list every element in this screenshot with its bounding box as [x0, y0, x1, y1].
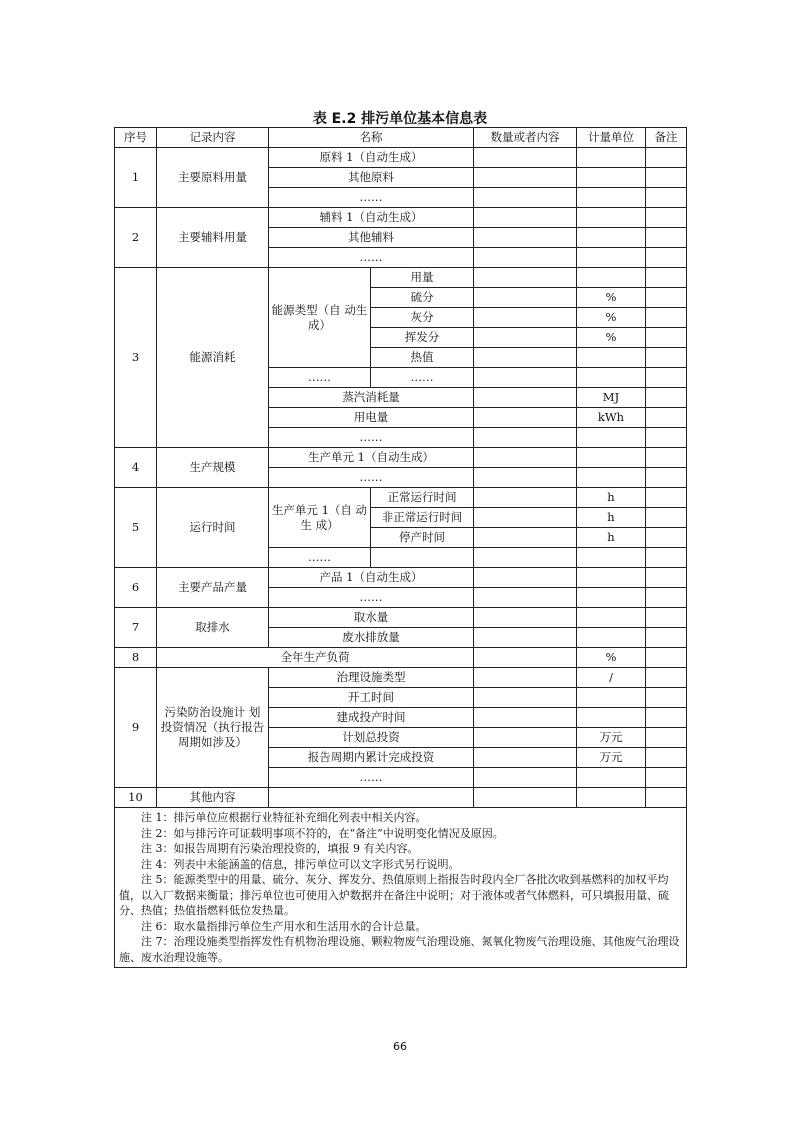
quantity-cell [474, 588, 577, 608]
quantity-cell [474, 728, 577, 748]
remark-cell [646, 588, 687, 608]
remark-cell [646, 608, 687, 628]
item-name: 取水量 [269, 608, 474, 628]
unit-cell [577, 248, 646, 268]
item-name: 产品 1（自动生成） [269, 568, 474, 588]
table-title: 表 E.2 排污单位基本信息表 [312, 111, 488, 127]
remark-cell [646, 428, 687, 448]
unit-cell [577, 788, 646, 808]
item-name: 停产时间 [371, 528, 474, 548]
note-5: 注 5：能源类型中的用量、硫分、灰分、挥发分、热值原则上指报告时段内全厂各批次收到基燃料的加权平均值，以入厂数据来衡量；排污单位也可使用入炉数据并在备注中说明；对于液体或者气体燃料，可只填报用量、硫分、热值；热值指燃料低位发热量。 [119, 873, 669, 917]
table-row [115, 608, 687, 628]
record-content: 全年生产负荷 [157, 648, 474, 668]
unit-cell [577, 448, 646, 468]
item-name: …… [269, 768, 474, 788]
row-number: 6 [115, 568, 157, 608]
item-name: …… [371, 368, 474, 388]
row-number: 5 [115, 488, 157, 568]
quantity-cell [474, 488, 577, 508]
unit-cell: 万元 [577, 748, 646, 768]
unit-cell: MJ [577, 388, 646, 408]
table-row [115, 208, 687, 228]
row-number: 9 [115, 668, 157, 788]
row-number: 2 [115, 208, 157, 268]
quantity-cell [474, 188, 577, 208]
unit-cell: / [577, 668, 646, 688]
unit-cell [577, 588, 646, 608]
row-number: 7 [115, 608, 157, 648]
table-header-row [115, 128, 687, 148]
table-row [115, 148, 687, 168]
header-quantity: 数量或者内容 [474, 128, 577, 148]
unit-cell: h [577, 528, 646, 548]
remark-cell [646, 228, 687, 248]
quantity-cell [474, 708, 577, 728]
item-name: 非正常运行时间 [371, 508, 474, 528]
item-name: 正常运行时间 [371, 488, 474, 508]
record-content: 能源消耗 [157, 268, 269, 448]
item-name: …… [269, 588, 474, 608]
quantity-cell [474, 248, 577, 268]
table-row [115, 568, 687, 588]
item-name: 其他辅料 [269, 228, 474, 248]
unit-cell: kWh [577, 408, 646, 428]
remark-cell [646, 408, 687, 428]
unit-cell [577, 148, 646, 168]
quantity-cell [474, 468, 577, 488]
remark-cell [646, 528, 687, 548]
notes-row [115, 808, 687, 968]
unit-cell: h [577, 508, 646, 528]
record-content: 主要原料用量 [157, 148, 269, 208]
item-name: …… [269, 468, 474, 488]
quantity-cell [474, 788, 577, 808]
remark-cell [646, 548, 687, 568]
header-name: 名称 [269, 128, 474, 148]
remark-cell [646, 188, 687, 208]
table-row [115, 788, 687, 808]
record-content: 运行时间 [157, 488, 269, 568]
table-row [115, 268, 687, 288]
record-content: 其他内容 [157, 788, 269, 808]
unit-cell [577, 428, 646, 448]
item-name [269, 788, 474, 808]
note-4: 注 4：列表中未能涵盖的信息，排污单位可以文字形式另行说明。 [141, 857, 460, 871]
unit-cell [577, 208, 646, 228]
table-row [115, 448, 687, 468]
quantity-cell [474, 768, 577, 788]
unit-cell: h [577, 488, 646, 508]
quantity-cell [474, 308, 577, 328]
item-name: 硫分 [371, 288, 474, 308]
pollutant-unit-info-table [114, 127, 687, 968]
row-number: 8 [115, 648, 157, 668]
remark-cell [646, 668, 687, 688]
item-name: 其他原料 [269, 168, 474, 188]
unit-cell [577, 268, 646, 288]
record-content: 主要辅料用量 [157, 208, 269, 268]
item-name: …… [269, 188, 474, 208]
quantity-cell [474, 208, 577, 228]
remark-cell [646, 168, 687, 188]
energy-type-label: 能源类型（自 动生成） [269, 268, 371, 368]
unit-cell [577, 708, 646, 728]
remark-cell [646, 248, 687, 268]
remark-cell [646, 148, 687, 168]
note-6: 注 6：取水量指排污单位生产用水和生活用水的合计总量。 [141, 919, 427, 933]
remark-cell [646, 628, 687, 648]
unit-cell [577, 628, 646, 648]
item-name: …… [269, 548, 371, 568]
remark-cell [646, 768, 687, 788]
record-content: 取排水 [157, 608, 269, 648]
quantity-cell [474, 268, 577, 288]
item-name: 计划总投资 [269, 728, 474, 748]
record-content: 污染防治设施计 划投资情况（执行报告周期如涉及） [157, 668, 269, 788]
item-name: 热值 [371, 348, 474, 368]
header-unit: 计量单位 [577, 128, 646, 148]
unit-cell: % [577, 308, 646, 328]
remark-cell [646, 328, 687, 348]
note-3: 注 3：如报告周期有污染治理投资的，填报 9 有关内容。 [141, 842, 419, 855]
quantity-cell [474, 228, 577, 248]
remark-cell [646, 648, 687, 668]
remark-cell [646, 748, 687, 768]
quantity-cell [474, 608, 577, 628]
item-name: 灰分 [371, 308, 474, 328]
unit-cell [577, 348, 646, 368]
header-remark: 备注 [646, 128, 687, 148]
quantity-cell [474, 548, 577, 568]
item-name [371, 548, 474, 568]
remark-cell [646, 508, 687, 528]
item-name: 挥发分 [371, 328, 474, 348]
quantity-cell [474, 528, 577, 548]
unit-cell: % [577, 648, 646, 668]
quantity-cell [474, 748, 577, 768]
item-name: 辅料 1（自动生成） [269, 208, 474, 228]
quantity-cell [474, 288, 577, 308]
remark-cell [646, 728, 687, 748]
quantity-cell [474, 628, 577, 648]
table-row [115, 668, 687, 688]
table-row [115, 648, 687, 668]
row-number: 10 [115, 788, 157, 808]
unit-cell [577, 168, 646, 188]
item-name: …… [269, 248, 474, 268]
unit-cell [577, 768, 646, 788]
remark-cell [646, 308, 687, 328]
item-name: 用电量 [269, 408, 474, 428]
unit-cell [577, 188, 646, 208]
unit-cell [577, 468, 646, 488]
remark-cell [646, 388, 687, 408]
header-record: 记录内容 [157, 128, 269, 148]
quantity-cell [474, 368, 577, 388]
quantity-cell [474, 688, 577, 708]
quantity-cell [474, 148, 577, 168]
quantity-cell [474, 408, 577, 428]
quantity-cell [474, 348, 577, 368]
item-name: 蒸汽消耗量 [269, 388, 474, 408]
quantity-cell [474, 168, 577, 188]
item-name: 原料 1（自动生成） [269, 148, 474, 168]
quantity-cell [474, 648, 577, 668]
quantity-cell [474, 508, 577, 528]
table-row [115, 488, 687, 508]
unit-cell [577, 608, 646, 628]
unit-cell [577, 568, 646, 588]
item-name: 治理设施类型 [269, 668, 474, 688]
remark-cell [646, 208, 687, 228]
page-number: 66 [393, 1040, 407, 1053]
quantity-cell [474, 668, 577, 688]
note-7: 注 7：治理设施类型指挥发性有机物治理设施、颗粒物废气治理设施、氮氧化物废气治理设施、其他废气治理设施、废水治理设施等。 [119, 935, 680, 964]
item-name: 开工时间 [269, 688, 474, 708]
remark-cell [646, 468, 687, 488]
header-no: 序号 [115, 128, 157, 148]
quantity-cell [474, 568, 577, 588]
production-unit-label: 生产单元 1（自 动生 成） [269, 488, 371, 548]
remark-cell [646, 688, 687, 708]
unit-cell: 万元 [577, 728, 646, 748]
item-name: 生产单元 1（自动生成） [269, 448, 474, 468]
quantity-cell [474, 428, 577, 448]
remark-cell [646, 568, 687, 588]
item-name: …… [269, 368, 371, 388]
item-name: …… [269, 428, 474, 448]
unit-cell [577, 548, 646, 568]
remark-cell [646, 348, 687, 368]
note-1: 注 1：排污单位应根据行业特征补充细化列表中相关内容。 [141, 811, 427, 824]
item-name: 废水排放量 [269, 628, 474, 648]
row-number: 1 [115, 148, 157, 208]
quantity-cell [474, 388, 577, 408]
remark-cell [646, 268, 687, 288]
unit-cell [577, 228, 646, 248]
remark-cell [646, 788, 687, 808]
quantity-cell [474, 328, 577, 348]
item-name: 报告周期内累计完成投资 [269, 748, 474, 768]
row-number: 3 [115, 268, 157, 448]
item-name: 建成投产时间 [269, 708, 474, 728]
remark-cell [646, 368, 687, 388]
record-content: 主要产品产量 [157, 568, 269, 608]
remark-cell [646, 448, 687, 468]
record-content: 生产规模 [157, 448, 269, 488]
unit-cell [577, 368, 646, 388]
remark-cell [646, 288, 687, 308]
remark-cell [646, 708, 687, 728]
table-notes [115, 808, 687, 968]
quantity-cell [474, 448, 577, 468]
note-2: 注 2：如与排污许可证载明事项不符的，在“备注”中说明变化情况及原因。 [141, 826, 504, 840]
remark-cell [646, 488, 687, 508]
item-name: 用量 [371, 268, 474, 288]
unit-cell: % [577, 288, 646, 308]
unit-cell: % [577, 328, 646, 348]
unit-cell [577, 688, 646, 708]
row-number: 4 [115, 448, 157, 488]
